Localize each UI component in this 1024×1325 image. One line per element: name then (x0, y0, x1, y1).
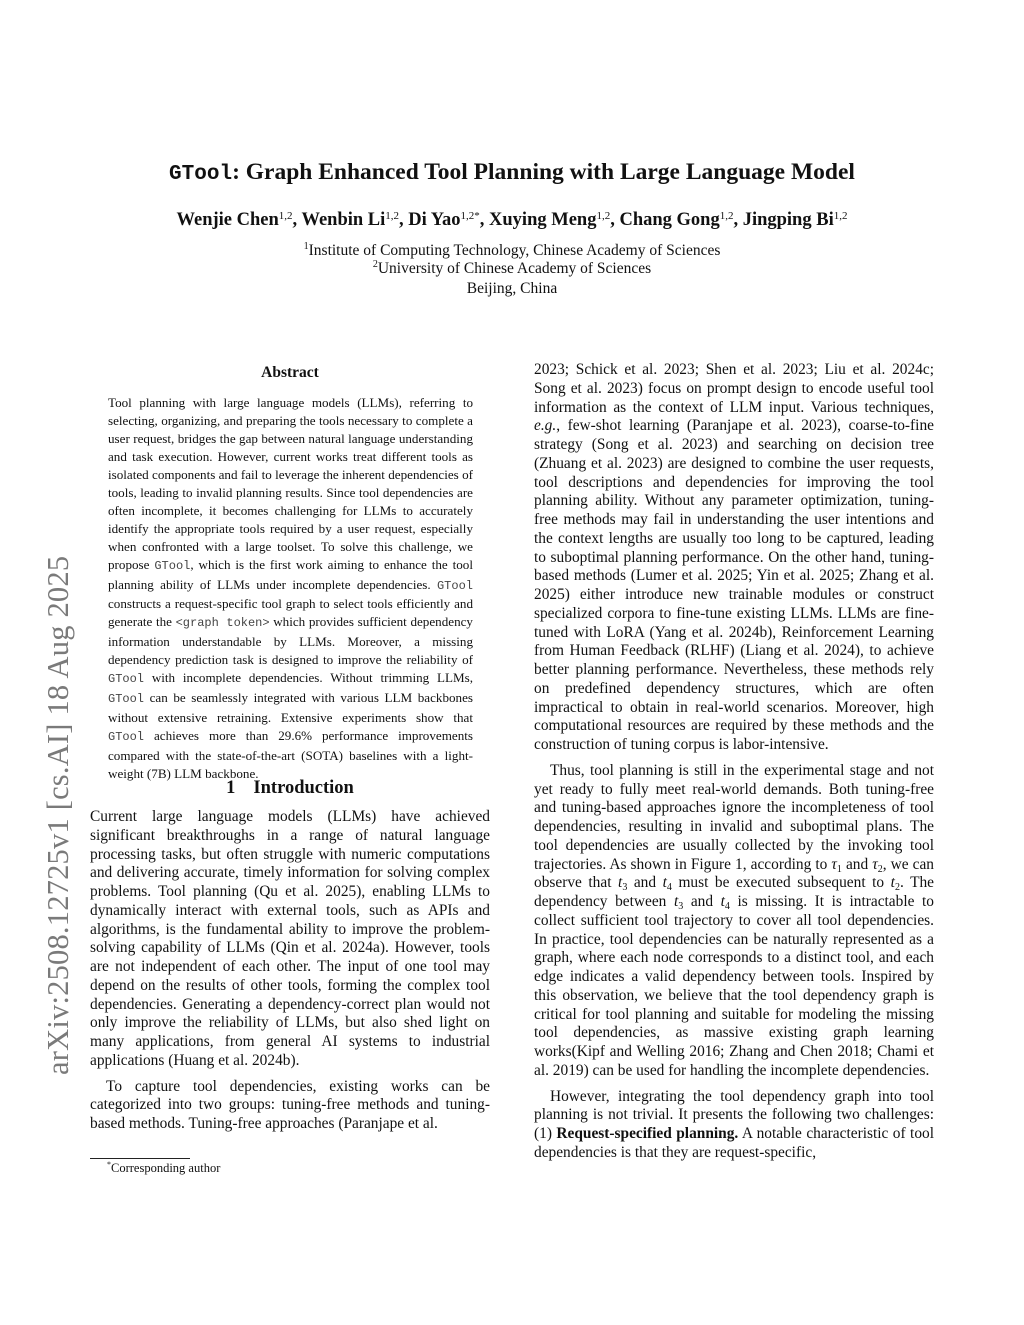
author-separator: , (479, 210, 490, 230)
footnote: *Corresponding author (107, 1160, 221, 1175)
code-term: <graph token> (175, 616, 270, 631)
author-affiliation-mark: 1,2 (385, 210, 400, 222)
author-name: Jingping Bi (742, 210, 834, 230)
footnote-rule (90, 1158, 190, 1159)
math-symbol: $t_3$ (618, 874, 628, 894)
math-symbol: $t_2$ (890, 874, 900, 894)
code-term: GTool (108, 692, 145, 707)
affiliation-2: $^2$University of Chinese Academy of Sciences (372, 259, 652, 277)
code-term: GTool (108, 730, 145, 745)
math-symbol: $t_4$ (662, 874, 672, 894)
left-column-text (90, 808, 490, 1134)
text-run: constructs a request-specific tool graph to select tools efficiently and generate the (108, 596, 473, 630)
math-symbol: $t_3$ (673, 893, 684, 912)
text-run: and (683, 893, 721, 910)
text-run: with incomplete dependencies. Without trimming LLMs, (144, 670, 473, 686)
text-run: However, integrating the tool dependency graph into tool planning is not trivial. It presents the following two challenges: (1) (534, 1087, 934, 1142)
author-affiliation-mark: 1,2 (596, 210, 611, 222)
math-symbol: $t_4$ (720, 893, 730, 912)
section-heading (90, 778, 490, 799)
text-run: A notable characteristic of tool dependencies is that they are request-specific, (534, 1125, 934, 1161)
text-run: can be seamlessly integrated with various LLM backbones without extensive retraining. Extensive experiments show that (108, 690, 473, 726)
math-symbol: $\tau_2$ (872, 855, 883, 875)
math-symbol: $\tau_1$ (831, 855, 842, 875)
code-term: GTool (154, 558, 191, 573)
text-run: , few-shot learning (Paranjape et al. 2023), coarse-to-fine strategy (Song et al. 2023) and searching on decision tree (Zhuang et al. 2023) are designed to combine the user requests, tool descriptions and dependencies for improving the tool planning ability. Without any parameter optimization, tuning-free methods may fail in understanding the user intentions and the context lengths are usually too long to be captured, leading to suboptimal planning performance. On the other hand, tuning-based methods (Lumer et al. 2025; Yin et al. 2025; Zhang et al. 2025) either introduce new trainable modules or construct specialized corpora to fine-tune existing LLMs. LLMs are fine-tuned with LoRA (Yang et al. 2024b), Reinforcement Learning from Human Feedback (RLHF) (Liang et al. 2024), to achieve better planning performance. Nevertheless, these methods rely on predefined dependency structures, which are often impractical to obtain in real-world scenarios. Moreover, high computational resources are required by these methods and the construction of tuning corpus is labor-intensive. (534, 417, 934, 753)
section-title: Introduction (253, 778, 354, 798)
text-run: , which is the first work aiming to enhance the tool planning ability of LLMs under incomplete dependencies. (108, 556, 473, 592)
code-term: GTool (108, 672, 145, 687)
right-paragraph-2 (534, 762, 934, 1081)
text-run: 2023; Schick et al. 2023; Shen et al. 2023; Liu et al. 2024c; Song et al. 2023) focus on prompt design to encode useful tool information as the context of LLM input. Various techniques, (534, 361, 934, 416)
paper-title (0, 159, 1024, 186)
abstract-body (108, 394, 473, 783)
intro-paragraph-1: Current large language models (LLMs) have achieved significant breakthroughs in a range of natural language processing tasks, but often struggle with numeric computations and delivering accurate, timely information for solving complex problems. Tool planning (Qu et al. 2025), enabling LLMs to dynamically interact with external tools, such as APIs and algorithms, is the fundamental ability to improve the problem-solving capability of LLMs (Qin et al. 2024a). However, tools are not independent of each other. The input of one tool may depend on the results of other tools, forming the complex tool dependencies. Generating a dependency-correct plan would not only improve the reliability of LLMs, but also shed light on many applications, from general AI systems to industrial applications (Huang et al. 2024b). (90, 808, 490, 1069)
affiliation-1: $^1$Institute of Computing Technology, Chinese Academy of Sciences (303, 241, 721, 259)
author-name: Wenjie Chen (176, 210, 279, 230)
author-name: Chang Gong (619, 210, 720, 230)
text-run: Tool planning with large language models (LLMs), referring to selecting, organizing, and preparing the tools necessary to complete a user request, bridges the gap between natural language understanding and task execution. However, current works treat different tools as isolated components and fail to leverage the inherent dependencies of tools, leading to invalid planning results. Since tool dependencies are often incomplete, it becomes challenging for LLMs to accurately identify the appropriate tools required by a user request, especially when confronted with a large toolset. To solve this challenge, we propose (108, 395, 473, 572)
author-affiliation-mark: 1,2 (719, 210, 734, 222)
section-number: 1 (226, 778, 236, 798)
title-text: : Graph Enhanced Tool Planning with Large Language Model (232, 159, 855, 185)
text-run: which provides sufficient dependency information understandable by LLMs. Moreover, a missing dependency prediction task is designed to improve the reliability of (108, 614, 473, 668)
text-run: achieves more than 29.6% performance improvements compared with the state-of-the-art (SOTA) baselines with a light-weight (7B) LLM backbone. (108, 728, 473, 782)
author-name: Xuying Meng (489, 210, 597, 230)
right-paragraph-3 (534, 1088, 934, 1163)
author-list (0, 210, 1024, 231)
text-run: and (841, 855, 873, 873)
right-paragraph-1 (534, 361, 934, 755)
author-name: Di Yao (408, 210, 461, 230)
text-run: and (627, 874, 663, 892)
text-run: Thus, tool planning is still in the experimental stage and not yet ready to fully meet real-world demands. Both tuning-free and tuning-based approaches ignore the incompleteness of tool dependencies, resulting in invalid and suboptimal plans. The tool dependencies are usually collected by the invoking tool trajectories. As shown in Figure 1, according to (534, 761, 934, 873)
author-separator: , (610, 210, 620, 230)
arxiv-stamp: arXiv:2508.12725v1 [cs.AI] 18 Aug 2025 (41, 555, 75, 1075)
author-separator: , (292, 210, 302, 230)
author-affiliation-mark: 1,2 (833, 210, 848, 222)
abstract-heading: Abstract (261, 364, 319, 381)
author-affiliation-mark: 1,2 (278, 210, 293, 222)
affiliation-location: Beijing, China (466, 280, 558, 297)
author-separator: , (399, 210, 409, 230)
author-name: Wenbin Li (301, 210, 386, 230)
text-run: . The dependency between (534, 874, 934, 910)
italic-term: e.g. (534, 417, 557, 435)
text-run: must be executed subsequent to (671, 874, 891, 892)
text-run: is missing. It is intractable to collect sufficient tool trajectory to cover all tool dependencies. In practice, tool dependencies can be naturally represented as a graph, where each node corresponds to a distinct tool, and each edge indicates a valid dependency between tools. Inspired by this observation, we believe that the tool dependency graph is critical for tool planning and suitable for modeling the missing tool dependencies, as massive existing graph learning works(Kipf and Welling 2016; Zhang and Chen 2018; Chami et al. 2019) can be used for handling the incomplete dependencies. (534, 893, 934, 1079)
code-term: GTool (436, 578, 473, 593)
intro-paragraph-2: To capture tool dependencies, existing works can be categorized into two groups: tuning-free methods and tuning-based methods. Tuning-free approaches (Paranjape et al. (90, 1077, 490, 1132)
author-affiliation-mark: 1,2* (460, 210, 480, 222)
bold-term: Request-specified planning. (556, 1125, 739, 1142)
title-system-name: GTool (169, 163, 233, 186)
right-column-text (534, 361, 934, 1163)
author-separator: , (733, 210, 743, 230)
text-run: , we can observe that (534, 855, 934, 892)
